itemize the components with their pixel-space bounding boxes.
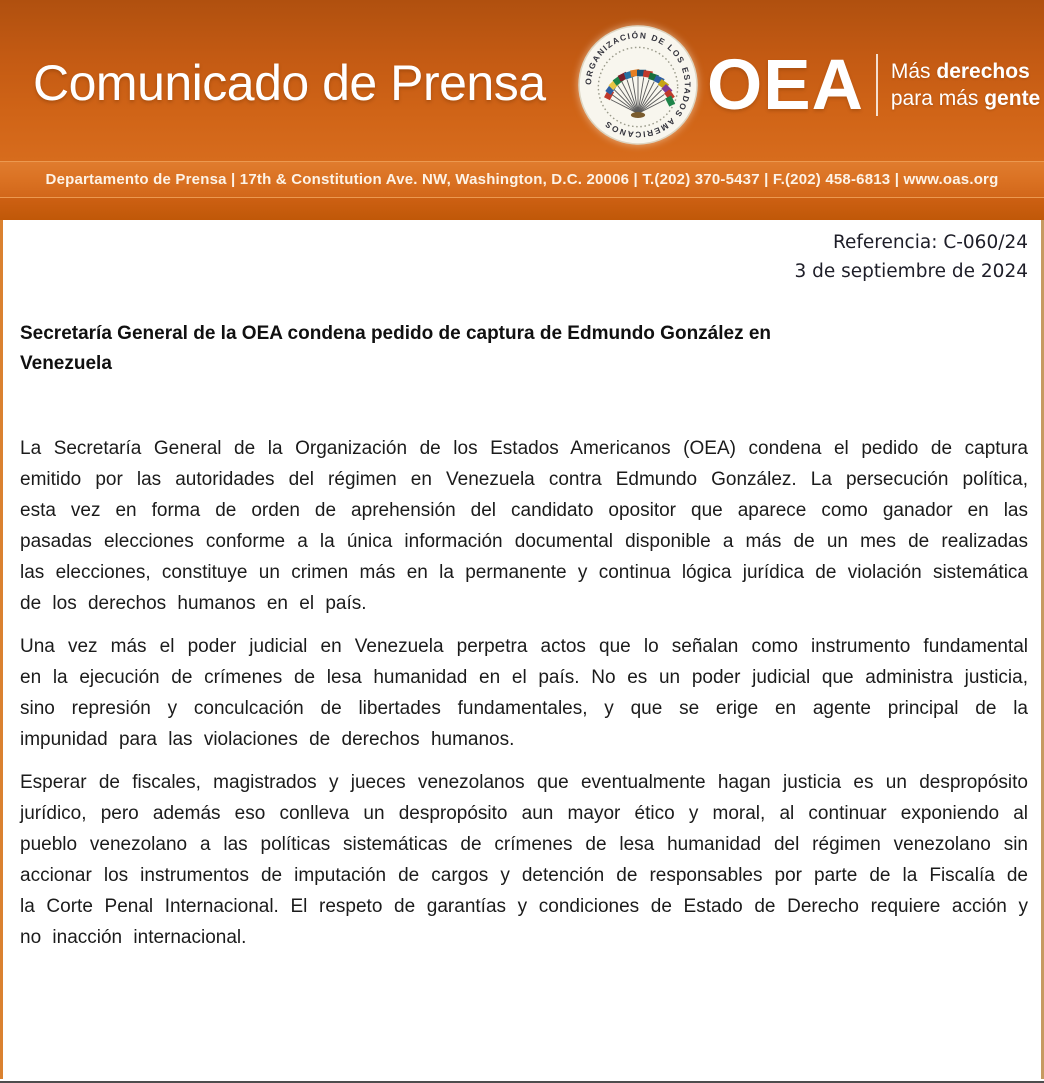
tagline-line1-light: Más xyxy=(890,60,937,83)
body-paragraph-1: La Secretaría General de la Organización de los Estados Americanos (OEA) condena el pedido de captura emitido por las autoridades del régimen en Venezuela contra Edmundo González. La persecución política, esta vez en forma de orden de aprehensión del candidato opositor que aparece como ganador en las pasadas elecciones conforme a la única información documental disponible a más de un mes de realizadas las elecciones, constituye un crimen más en la permanente y continua lógica jurídica de violación sistemática de los derechos humanos en el país. xyxy=(20,438,1028,614)
seal-rim-text: ORGANIZACIÓN DE LOS ESTADOS AMERICANOS xyxy=(583,30,693,140)
oea-seal-icon xyxy=(577,24,699,146)
reference-block xyxy=(20,228,1028,286)
contact-bar-text: Departamento de Prensa | 17th & Constitution Ave. NW, Washington, D.C. 20006 | T.(202) 370-5437 | F.(202) 458-6813 | www.oas.org xyxy=(45,171,999,188)
document-date: 3 de septiembre de 2024 xyxy=(794,261,1028,282)
oea-brand xyxy=(577,24,1040,146)
masthead xyxy=(0,0,1044,220)
oea-wordmark: OEA xyxy=(707,45,864,125)
body-paragraph-2: Una vez más el poder judicial en Venezuela perpetra actos que lo señalan como instrumento fundamental en la ejecución de crímenes de lesa humanidad en el país. No es un poder judicial que administra justicia, sino represión y conculcación de libertades fundamentales, y que se erige en agente principal de la impunidad para las violaciones de derechos humanos. xyxy=(20,636,1028,750)
tagline-line2-bold: gente xyxy=(984,87,1041,110)
masthead-band xyxy=(0,0,1044,161)
tagline-line2-light: para más xyxy=(890,87,985,110)
oea-tagline xyxy=(891,58,1040,112)
page-title: Comunicado de Prensa xyxy=(33,55,546,111)
masthead-bottom-strip xyxy=(0,198,1044,220)
brand-divider xyxy=(876,54,878,116)
tagline-line1-bold: derechos xyxy=(936,60,1030,83)
reference-number: Referencia: C-060/24 xyxy=(832,232,1028,253)
document-body xyxy=(0,220,1044,1079)
contact-bar xyxy=(0,161,1044,198)
body-paragraph-3: Esperar de fiscales, magistrados y jueces venezolanos que eventualmente hagan justicia es un despropósito jurídico, pero además eso conlleva un despropósito aun mayor ético y moral, al continuar exponiendo al pueblo venezolano a las políticas sistemáticas de crímenes de lesa humanidad del régimen venezolano sin accionar los instrumentos de imputación de cargos y detención de responsables por parte de la Fiscalía de la Corte Penal Internacional. El respeto de garantías y condiciones de Estado de Derecho requiere acción y no inacción internacional. xyxy=(20,772,1028,948)
document-title: Secretaría General de la OEA condena pedido de captura de Edmundo González en Venezuela xyxy=(20,323,772,374)
